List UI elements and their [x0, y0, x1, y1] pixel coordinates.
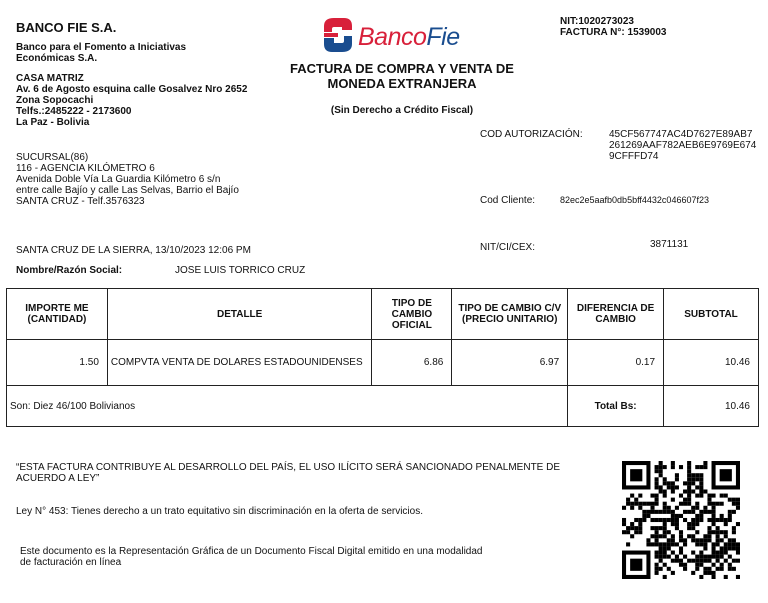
auth-code: [609, 129, 756, 162]
col-header-subtotal: SUBTOTAL: [664, 289, 759, 340]
company-full-name-line2: Económicas S.A.: [16, 53, 98, 64]
invoice-table: [6, 288, 759, 427]
amount-in-words: Son: Diez 46/100 Bolivianos: [7, 386, 568, 427]
client-code-label: Cod Cliente:: [480, 195, 536, 206]
logo-word-banco: Banco: [358, 23, 427, 51]
cell-diferencia: 0.17: [568, 340, 664, 386]
auth-label: COD AUTORIZACIÓN:: [480, 129, 583, 140]
document-subtitle: (Sin Derecho a Crédito Fiscal): [330, 105, 474, 116]
auth-code-line2: 261269AAF782AEB6E9769E674: [609, 140, 757, 151]
client-nit-value: 3871131: [650, 239, 689, 250]
logo-word-fie: Fie: [426, 23, 460, 51]
document-title: [272, 61, 532, 91]
cell-subtotal: 10.46: [664, 340, 759, 386]
client-name-label: Nombre/Razón Social:: [16, 265, 123, 276]
cell-tipo-cambio-cv: 6.97: [452, 340, 568, 386]
cell-importe: 1.50: [7, 340, 108, 386]
logo-wordmark: [358, 23, 460, 52]
branch-line2: 116 - AGENCIA KILÓMETRO 6: [16, 163, 155, 174]
invoice-ids: [560, 16, 666, 38]
auth-code-line3: 9CFFFD74: [609, 151, 659, 162]
table-row: [7, 340, 759, 386]
hq-city: La Paz - Bolivia: [16, 117, 90, 128]
hq-title: CASA MATRIZ: [16, 73, 84, 84]
hq-address-line1: Av. 6 de Agosto esquina calle Gosalvez Nro 2652: [16, 84, 248, 95]
hq-address-line2: Zona Sopocachi: [16, 95, 94, 106]
place-date: SANTA CRUZ DE LA SIERRA, 13/10/2023 12:06 PM: [16, 245, 251, 256]
qr-code-icon: [622, 461, 740, 579]
total-value: 10.46: [664, 386, 759, 427]
branch-line5: SANTA CRUZ - Telf.3576323: [16, 196, 145, 207]
logo-mark-icon: [320, 16, 356, 54]
cell-tipo-cambio: 6.86: [372, 340, 452, 386]
digital-document-line1: Este documento es la Representación Gráfica de un Documento Fiscal Digital emitido en una modalidad: [20, 546, 483, 557]
banco-fie-logo: [320, 16, 470, 56]
digital-document-notice: [20, 546, 482, 568]
col-header-detalle: DETALLE: [107, 289, 372, 340]
legal-legend: “ESTA FACTURA CONTRIBUYE AL DESARROLLO DEL PAÍS, EL USO ILÍCITO SERÁ SANCIONADO PENALMENTE DE ACUERDO A LEY”: [16, 462, 561, 484]
digital-document-line2: de facturación en línea: [20, 557, 122, 568]
issuer-nit: NIT:1020273023: [560, 16, 634, 27]
ley-453-notice: Ley N° 453: Tienes derecho a un trato equitativo sin discriminación en la oferta de servicios.: [16, 506, 423, 517]
branch-line1: SUCURSAL(86): [16, 152, 89, 163]
title-line2: MONEDA EXTRANJERA: [327, 76, 477, 91]
col-header-tipo-cambio: TIPO DE CAMBIO OFICIAL: [372, 289, 452, 340]
title-line1: FACTURA DE COMPRA Y VENTA DE: [290, 61, 514, 76]
client-name-value: JOSE LUIS TORRICO CRUZ: [175, 265, 306, 276]
branch-line4: entre calle Bajío y calle Las Selvas, Barrio el Bajío: [16, 185, 239, 196]
cell-detalle: COMPVTA VENTA DE DOLARES ESTADOUNIDENSES: [107, 340, 372, 386]
client-nit-label: NIT/CI/CEX:: [480, 242, 536, 253]
total-row: [7, 386, 759, 427]
branch-block: [16, 152, 239, 207]
auth-code-line1: 45CF567747AC4D7627E89AB7: [609, 129, 753, 140]
table-header-row: [7, 289, 759, 340]
client-code-value: 82ec2e5aafb0db5bff4432c046607f23: [560, 195, 709, 205]
branch-line3: Avenida Doble Vía La Guardia Kilómetro 6 s/n: [16, 174, 221, 185]
col-header-importe: IMPORTE ME (CANTIDAD): [7, 289, 108, 340]
company-full-name-line1: Banco para el Fomento a Iniciativas: [16, 42, 187, 53]
col-header-tipo-cambio-cv: TIPO DE CAMBIO C/V (PRECIO UNITARIO): [452, 289, 568, 340]
invoice-number: FACTURA N°: 1539003: [560, 27, 667, 38]
col-header-diferencia: DIFERENCIA DE CAMBIO: [568, 289, 664, 340]
company-name: BANCO FIE S.A.: [16, 20, 117, 35]
total-label: Total Bs:: [568, 386, 664, 427]
hq-address-block: [16, 73, 247, 128]
company-full-name: [16, 42, 186, 64]
hq-phones: Telfs.:2485222 - 2173600: [16, 106, 132, 117]
